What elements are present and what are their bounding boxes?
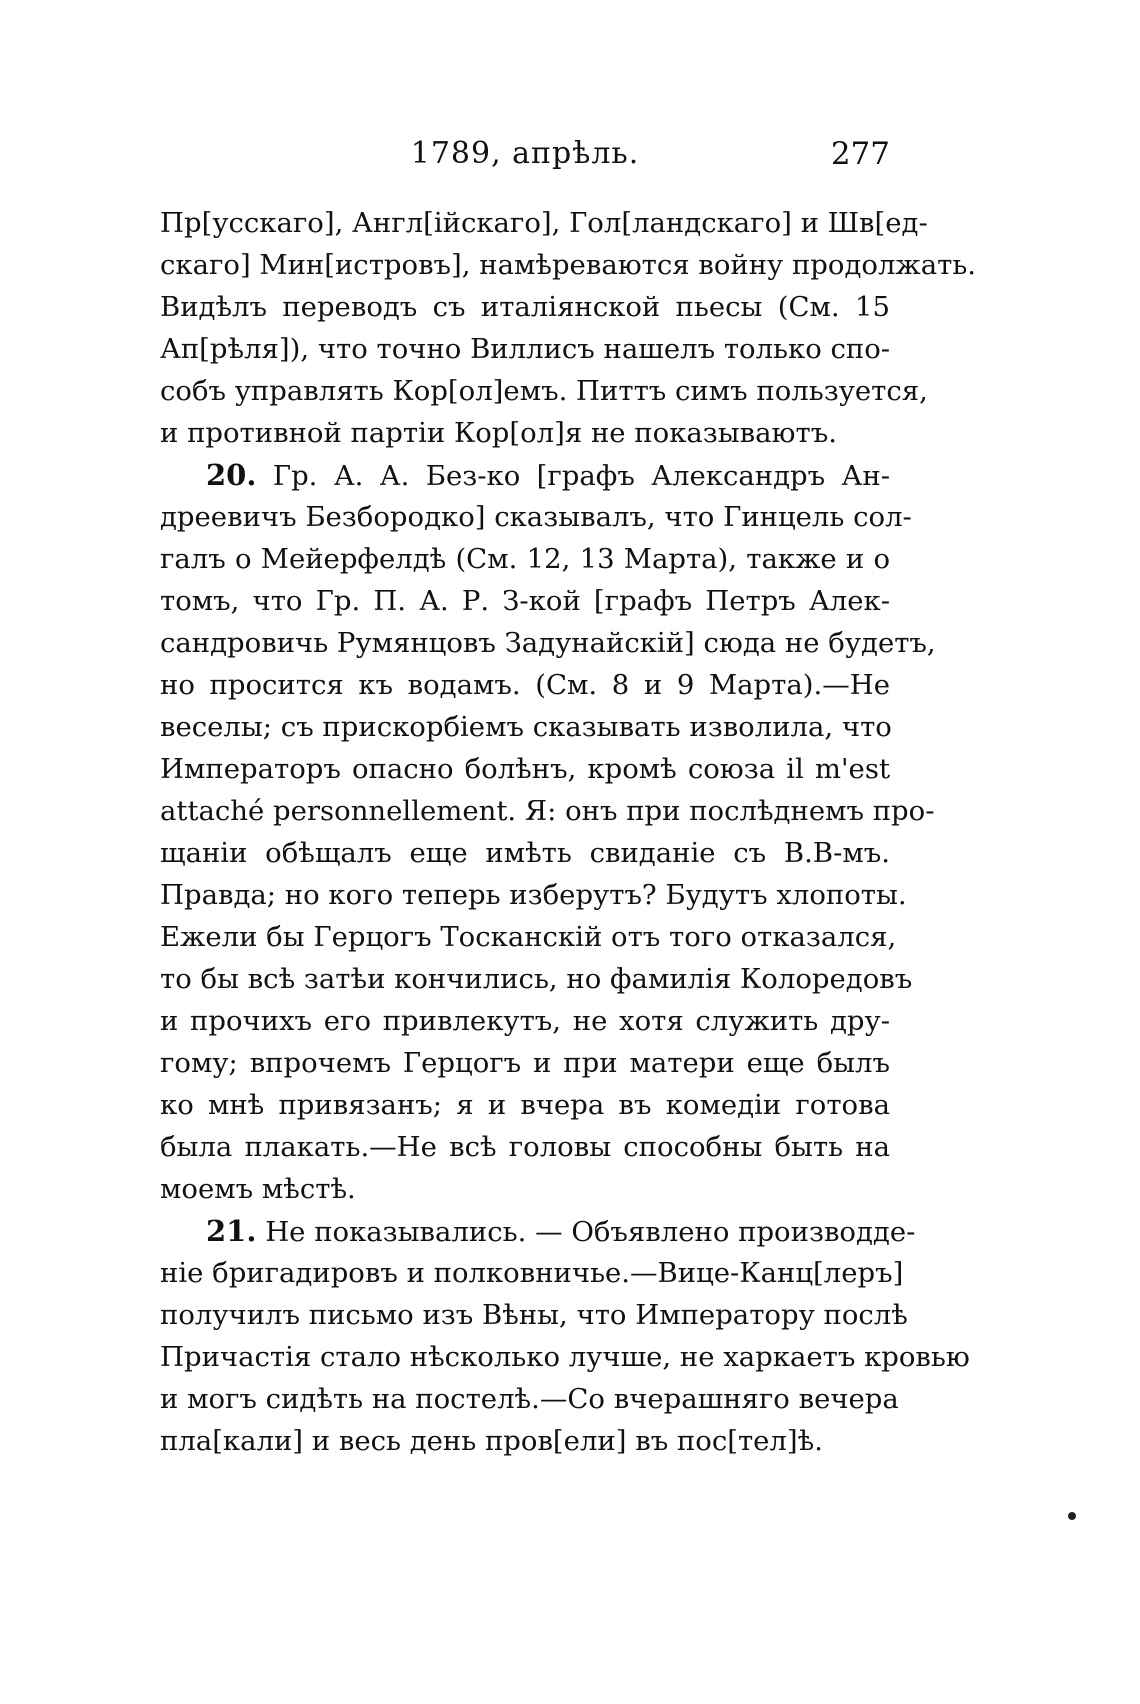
text-line: Гр. А. А. Без-ко [графъ Александръ Ан- (272, 460, 890, 492)
entry-first-line (160, 1210, 916, 1252)
text-line: дреевичъ Безбородко] сказывалъ, что Гинцель сол- (160, 501, 912, 533)
text-line: но просится къ водамъ. (См. 8 и 9 Марта).—Не (160, 669, 890, 701)
text-line: щаніи обѣщалъ еще имѣть свиданіе съ В.В-мъ. (160, 837, 890, 869)
running-head (160, 132, 890, 176)
text-line: Императоръ опасно болѣнъ, кромѣ союза il m'est (160, 753, 890, 785)
text-line: и прочихъ его привлекутъ, не хотя служить дру- (160, 1005, 890, 1037)
scan-speck (1068, 1512, 1076, 1520)
text-line: Ап[рѣля]), что точно Виллисъ нашелъ только спо- (160, 333, 891, 365)
text-line: веселы; съ прискорбіемъ сказывать изволила, что (160, 711, 892, 743)
text-line: attaché personnellement. Я: онъ при послѣднемъ про- (160, 795, 935, 827)
text-line: Не показывались. — Объявлено производде- (265, 1216, 916, 1248)
text-line: и могъ сидѣть на постелѣ.—Со вчерашняго вечера (160, 1383, 899, 1415)
entry-first-line (160, 454, 890, 496)
text-line: ніе бригадировъ и полковничье.—Вице-Канц[леръ] (160, 1257, 904, 1289)
text-line: Правда; но кого теперь изберутъ? Будутъ хлопоты. (160, 879, 907, 911)
text-line: скаго] Мин[истровъ], намѣреваются войну продолжать. (160, 249, 977, 281)
text-line: получилъ письмо изъ Вѣны, что Императору послѣ (160, 1299, 908, 1331)
page-number: 277 (830, 136, 890, 172)
text-line: Пр[усскаго], Англ[ійскаго], Гол[ландскаго] и Шв[ед- (160, 207, 928, 239)
entry-number: 21. (206, 1214, 257, 1248)
text-line: томъ, что Гр. П. А. Р. З-кой [графъ Петръ Алек- (160, 585, 890, 617)
body-text (160, 202, 977, 1462)
running-title: 1789, апрѣль. (410, 136, 640, 171)
text-line: моемъ мѣстѣ. (160, 1173, 356, 1205)
text-line: была плакать.—Не всѣ головы способны быть на (160, 1131, 890, 1163)
text-line: гому; впрочемъ Герцогъ и при матери еще былъ (160, 1047, 890, 1079)
text-line: галъ о Мейерфелдѣ (См. 12, 13 Марта), также и о (160, 543, 890, 575)
text-line: пла[кали] и весь день пров[ели] въ пос[тел]ѣ. (160, 1425, 823, 1457)
text-line: собъ управлять Кор[ол]емъ. Питтъ симъ пользуется, (160, 375, 928, 407)
entry-number: 20. (206, 458, 257, 492)
text-line: ко мнѣ привязанъ; я и вчера въ комедіи готова (160, 1089, 890, 1121)
text-line: то бы всѣ затѣи кончились, но фамилія Колоредовъ (160, 963, 913, 995)
text-line: сандровичь Румянцовъ Задунайскій] сюда не будетъ, (160, 627, 936, 659)
text-line: Причастія стало нѣсколько лучше, не харкаетъ кровью (160, 1341, 970, 1373)
text-line: Видѣлъ переводъ съ италіянской пьесы (См. 15 (160, 291, 890, 323)
text-line: Ежели бы Герцогъ Тосканскій отъ того отказался, (160, 921, 897, 953)
text-line: и противной партіи Кор[ол]я не показываютъ. (160, 417, 837, 449)
